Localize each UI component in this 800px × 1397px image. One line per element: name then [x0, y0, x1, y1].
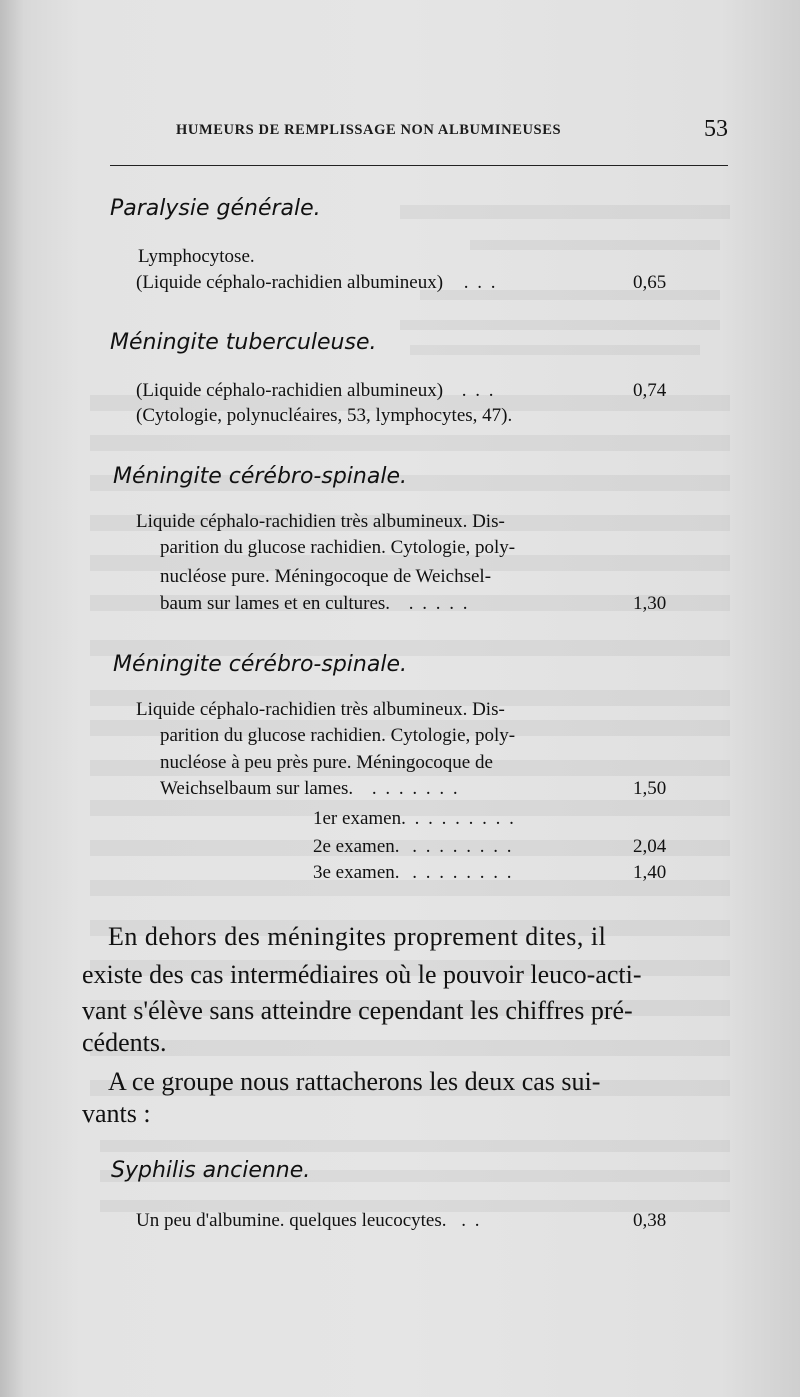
- section-line: Liquide céphalo-rachidien très albumineux. Dis-: [136, 511, 505, 532]
- line-value: 1,40: [633, 862, 667, 883]
- line-value: 0,65: [633, 272, 667, 293]
- exam-line: [313, 808, 516, 830]
- paragraph-line: vant s'élève sans atteindre cependant les chiffres pré-: [82, 996, 633, 1025]
- section-heading-paralysie: Paralysie générale.: [110, 196, 321, 221]
- page-number: 53: [704, 116, 728, 142]
- line-value: 1,50: [633, 778, 667, 799]
- exam-line: [313, 862, 514, 884]
- section-heading-tuberculeuse: Méningite tuberculeuse.: [110, 330, 377, 355]
- line-text: 1er examen.: [313, 808, 406, 829]
- dot-leader: . . . . . . . .: [412, 836, 514, 857]
- exam-line: [313, 836, 514, 858]
- line-text: 3e examen.: [313, 862, 400, 883]
- section-line: [160, 593, 470, 615]
- paragraph-line: En dehors des méningites proprement dites, il: [108, 922, 607, 951]
- dot-leader: . .: [461, 1210, 482, 1231]
- section-line: Liquide céphalo-rachidien très albumineux. Dis-: [136, 699, 505, 720]
- dot-leader: . . . . . . .: [371, 778, 460, 799]
- section-heading-meningite-1: Méningite cérébro-spinale.: [113, 464, 407, 489]
- line-text: 2e examen.: [313, 836, 400, 857]
- line-text: baum sur lames et en cultures.: [160, 593, 391, 614]
- section-line: (Cytologie, polynucléaires, 53, lymphocytes, 47).: [136, 405, 513, 426]
- line-value: 0,38: [633, 1210, 667, 1231]
- line-value: 1,30: [633, 593, 667, 614]
- line-value: 2,04: [633, 836, 667, 857]
- dot-leader: . . .: [463, 272, 498, 293]
- paragraph-line: existe des cas intermédiaires où le pouvoir leuco-acti-: [82, 960, 642, 989]
- dot-leader: . . . . . . . .: [414, 808, 516, 829]
- paragraph-line: cédents.: [82, 1028, 167, 1057]
- section-line: [136, 380, 496, 402]
- section-line: nucléose pure. Méningocoque de Weichsel-: [160, 566, 492, 587]
- section-line: Lymphocytose.: [138, 246, 255, 267]
- line-text: (Liquide céphalo-rachidien albumineux): [136, 272, 444, 293]
- running-head: HUMEURS DE REMPLISSAGE NON ALBUMINEUSES: [176, 122, 562, 138]
- dot-leader: . . .: [461, 380, 496, 401]
- dot-leader: . . . . . . . .: [412, 862, 514, 883]
- line-text: Un peu d'albumine. quelques leucocytes.: [136, 1210, 447, 1231]
- paragraph-line: vants :: [82, 1099, 151, 1128]
- header-rule: [110, 165, 728, 166]
- section-line: [160, 778, 460, 800]
- section-line: nucléose à peu près pure. Méningocoque de: [160, 752, 493, 773]
- dot-leader: . . . . .: [408, 593, 470, 614]
- section-heading-meningite-2: Méningite cérébro-spinale.: [113, 652, 407, 677]
- section-line: parition du glucose rachidien. Cytologie, poly-: [160, 725, 516, 746]
- section-line: parition du glucose rachidien. Cytologie, poly-: [160, 537, 516, 558]
- line-text: (Liquide céphalo-rachidien albumineux): [136, 380, 444, 401]
- section-line: [136, 1210, 482, 1232]
- line-value: 0,74: [633, 380, 667, 401]
- line-text: Weichselbaum sur lames.: [160, 778, 354, 799]
- paragraph-line: A ce groupe nous rattacherons les deux cas sui-: [108, 1067, 601, 1096]
- section-heading-syphilis: Syphilis ancienne.: [111, 1158, 311, 1183]
- section-line: [136, 272, 498, 294]
